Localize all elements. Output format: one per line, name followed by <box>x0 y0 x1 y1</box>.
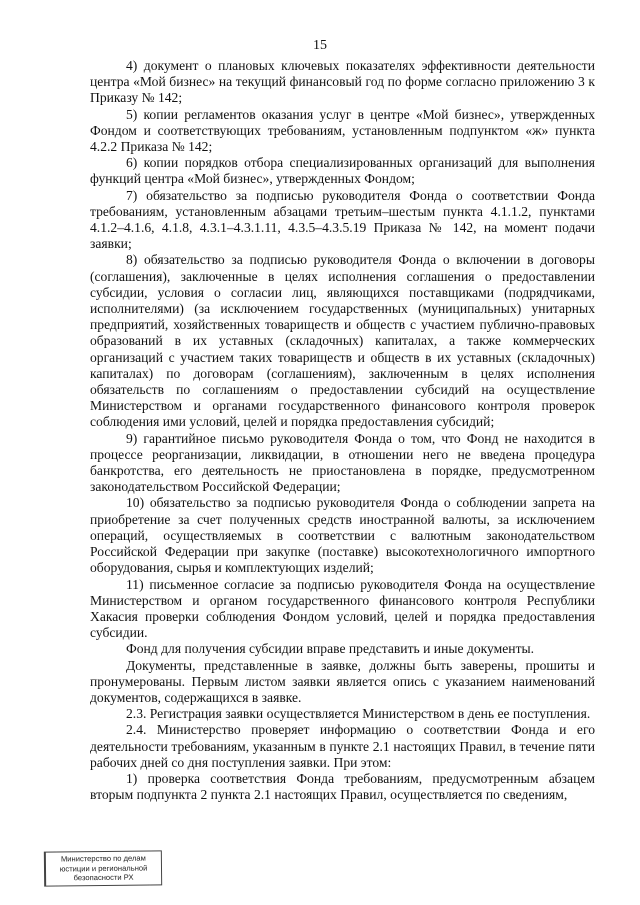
document-body <box>90 58 595 803</box>
paragraph-check-item-1: 1) проверка соответствия Фонда требованиям, предусмотренным абзацем вторым подпункта 2 пункта 2.1 настоящих Правил, осуществляется по сведениям, <box>90 770 595 803</box>
paragraph-section-2-4: 2.4. Министерство проверяет информацию о соответствии Фонда и его деятельности требованиям, указанным в пункте 2.1 настоящих Правил, в течение пяти рабочих дней со дня поступления заявки. При этом: <box>90 722 595 770</box>
paragraph-documents-certification: Документы, представленные в заявке, должны быть заверены, прошиты и пронумерованы. Первым листом заявки является опись с указанием наименований документов, содержащихся в заявке. <box>90 657 595 705</box>
paragraph-item-11: 11) письменное согласие за подписью руководителя Фонда на осуществление Министерством и органом государственного финансового контроля Республики Хакасия проверки соблюдения Фондом условий, целей и порядка предоставления субсидии. <box>90 576 595 641</box>
paragraph-section-2-3: 2.3. Регистрация заявки осуществляется Министерством в день ее поступления. <box>126 706 591 722</box>
stamp-line-1: Министерство по делам <box>60 853 146 864</box>
stamp-line-3: безопасности РХ <box>73 872 134 883</box>
stamp-line-2: юстиции и региональной <box>59 863 148 874</box>
paragraph-item-9: 9) гарантийное письмо руководителя Фонда о том, что Фонд не находится в процессе реорганизации, ликвидации, в отношении него не введена процедура банкротства, его деятельность не приостановлена в порядке, предусмотренном законодательством Российской Федерации; <box>90 430 595 495</box>
paragraph-item-5: 5) копии регламентов оказания услуг в центре «Мой бизнес», утвержденных Фондом и соответствующих требованиям, установленным подпунктом «ж» пункта 4.2.2 Приказа № 142; <box>90 106 595 155</box>
registration-stamp <box>44 850 162 886</box>
paragraph-item-4: 4) документ о плановых ключевых показателях эффективности деятельности центра «Мой бизнес» на текущий финансовый год по форме согласно приложению 3 к Приказу № 142; <box>90 58 595 106</box>
page-number: 15 <box>313 38 327 53</box>
paragraph-item-7: 7) обязательство за подписью руководителя Фонда о соответствии Фонда требованиям, установленным абзацами третьим–шестым пункта 4.1.1.2, пунктами 4.1.2–4.1.6, 4.1.8, 4.3.1–4.3.1.11, 4.3.5–4.3.5.19 Приказа № 142, на момент подачи заявки; <box>90 187 595 252</box>
paragraph-item-10: 10) обязательство за подписью руководителя Фонда о соблюдении запрета на приобретение за счет полученных средств иностранной валюты, за исключением операций, осуществляемых в соответствии с валютным законодательством Российской Федерации при закупке (поставке) высокотехнологичного импортного оборудования, сырья и комплектующих изделий; <box>90 495 595 576</box>
paragraph-other-documents: Фонд для получения субсидии вправе представить и иные документы. <box>126 641 535 657</box>
paragraph-item-8: 8) обязательство за подписью руководителя Фонда о включении в договоры (соглашения), заключенные в целях исполнения соглашения о предоставлении субсидии, условия о согласии лиц, являющихся поставщиками (подрядчиками, исполнителями) (за исключением государственных (муниципальных) унитарных предприятий, хозяйственных товариществ и обществ с участием публично-правовых образований в их уставных (складочных) капиталах, а также коммерческих организаций с участием таких товариществ и обществ в их уставных (складочных) капиталах) по договорам (соглашениям), заключенным в целях исполнения обязательств по соглашениям о предоставлении субсидий на осуществление Министерством и органами государственного финансового контроля проверок соблюдения ими условий, целей и порядка предоставления субсидий; <box>90 252 595 430</box>
paragraph-item-6: 6) копии порядков отбора специализированных организаций для выполнения функций центра «Мой бизнес», утвержденных Фондом; <box>90 155 595 187</box>
